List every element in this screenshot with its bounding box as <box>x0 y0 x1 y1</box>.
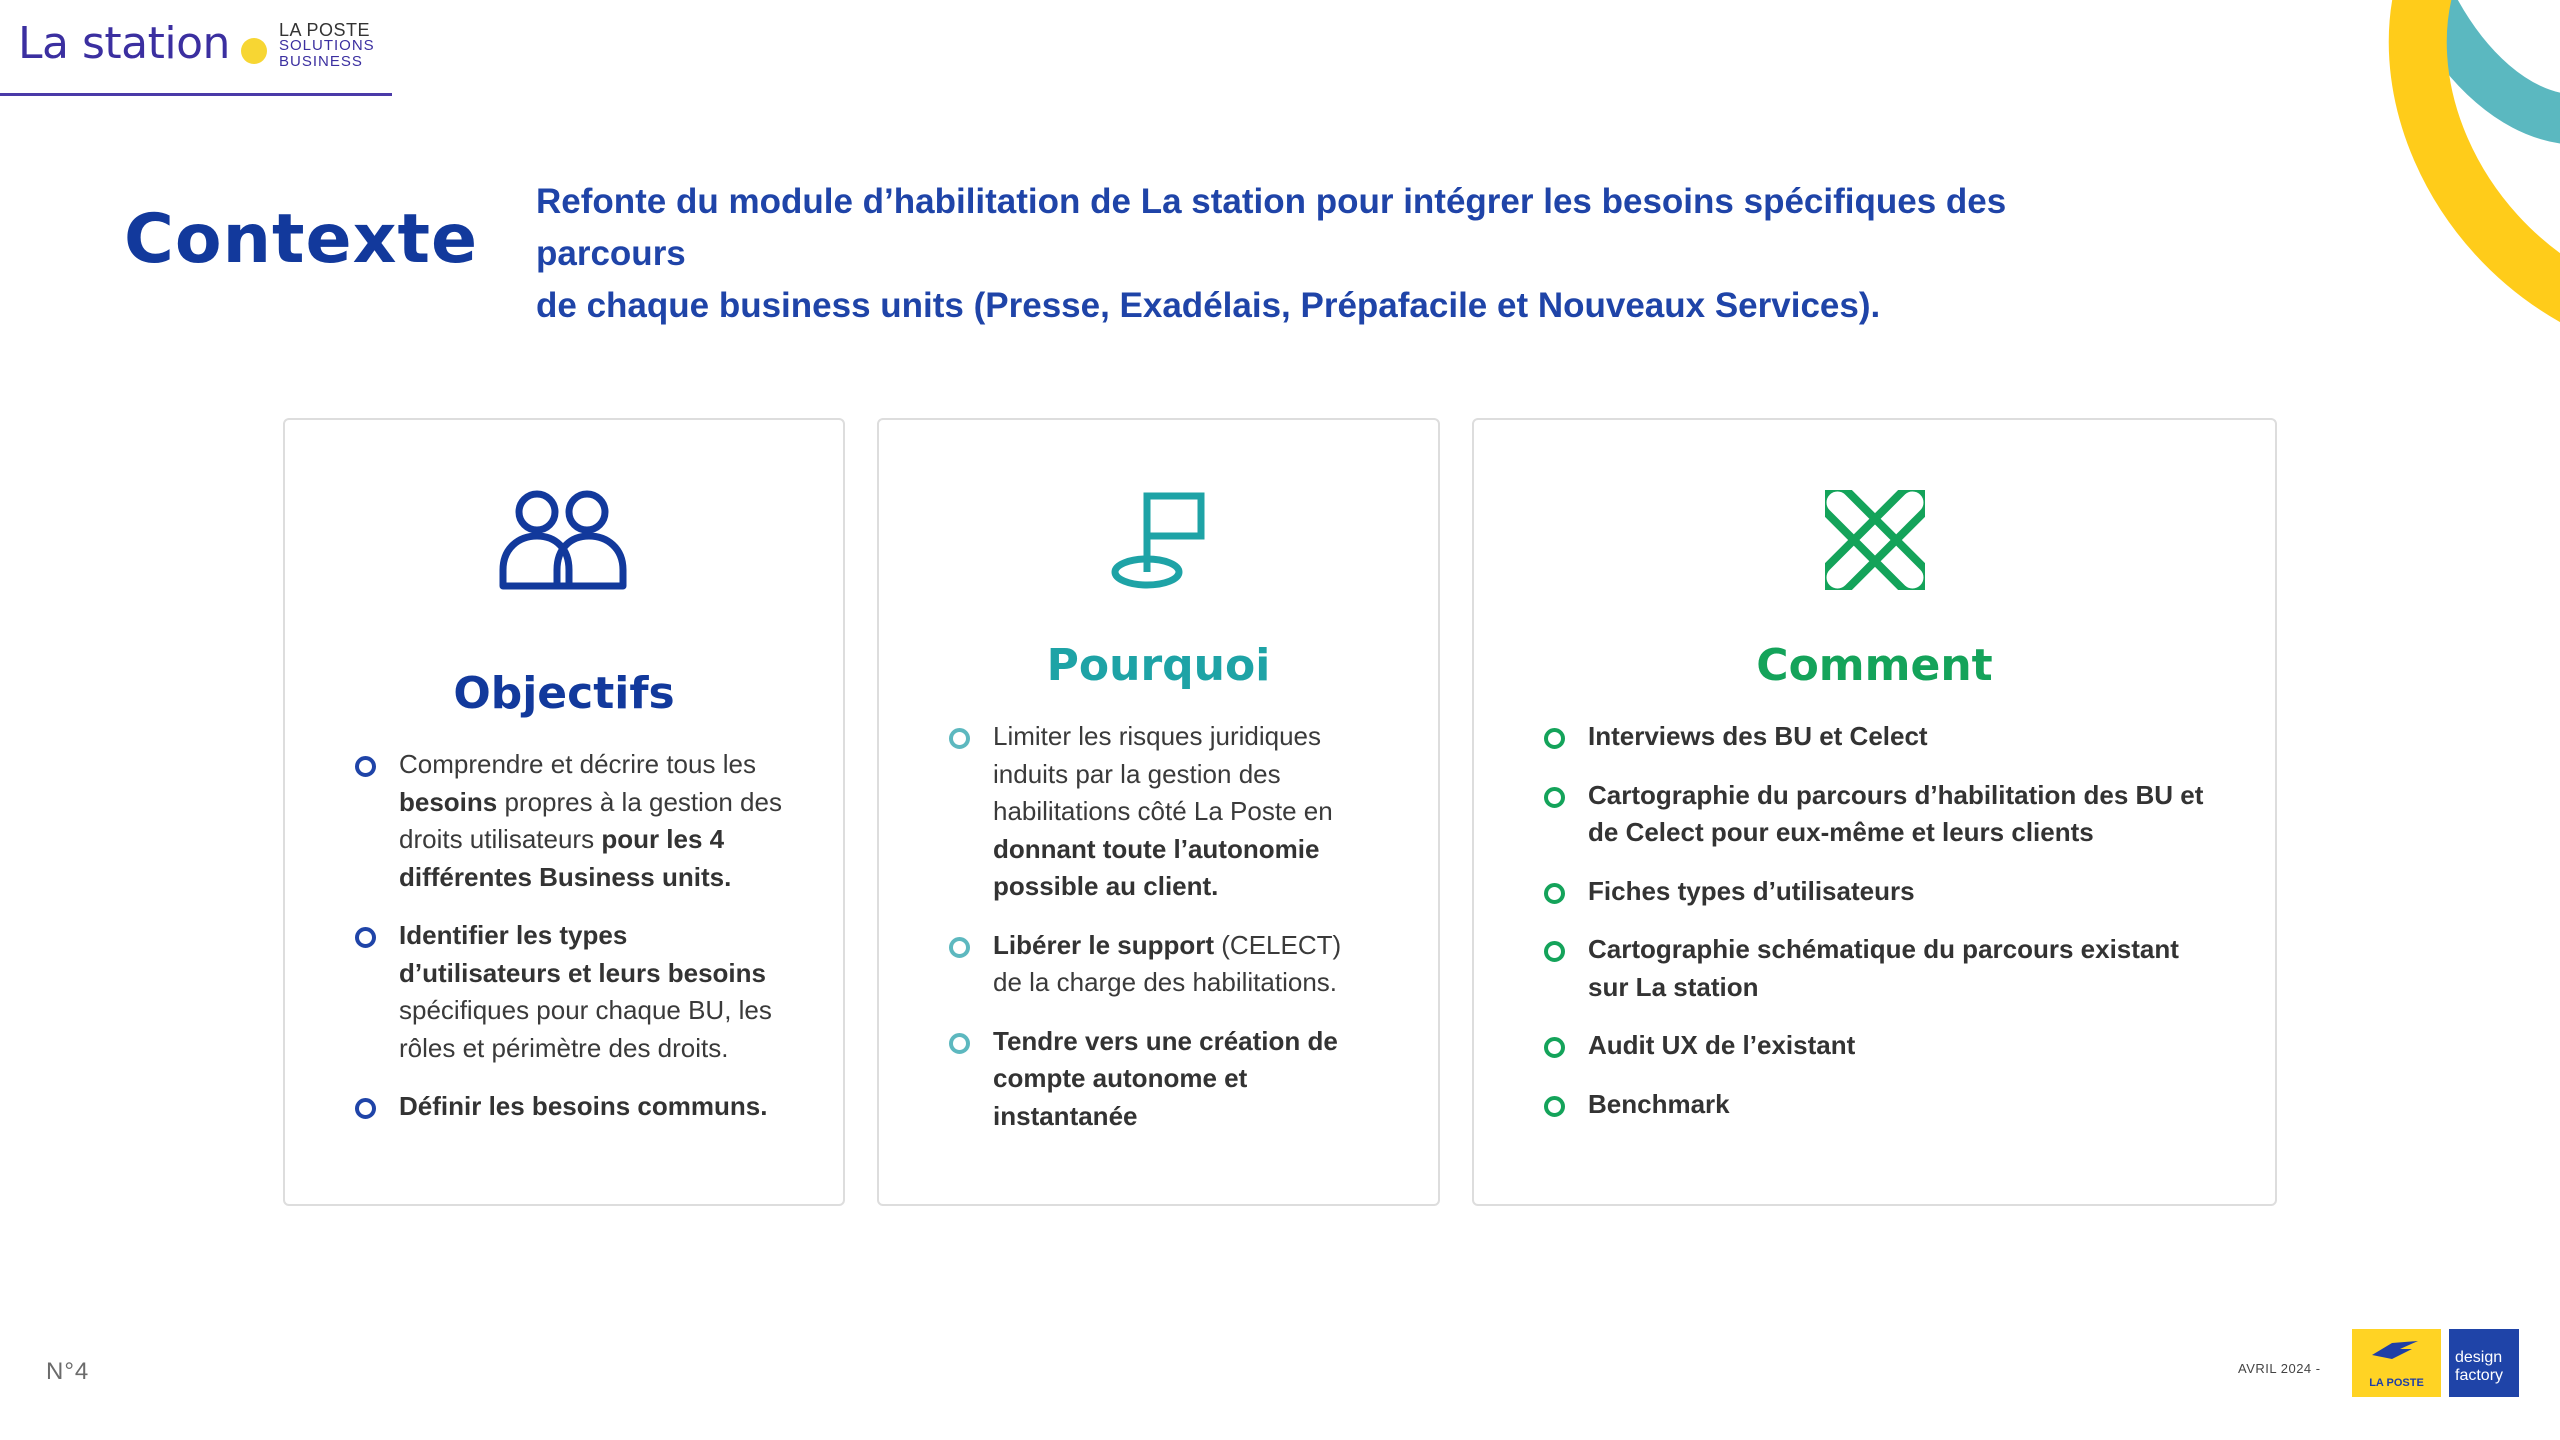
bullet-icon <box>355 756 376 777</box>
brand-subtitle <box>279 22 375 70</box>
item-text: (CELECT) de la charge des habilitations. <box>993 929 1342 997</box>
context-description <box>536 176 2096 332</box>
context-description-line2: de chaque business units (Presse, Exadélais, Prépafacile et Nouveaux Services). <box>536 286 1881 325</box>
list-item <box>1544 718 2224 756</box>
design-factory-logo <box>2449 1329 2519 1397</box>
bullet-icon <box>1544 787 1565 808</box>
list-item <box>949 927 1369 1002</box>
context-description-line1: Refonte du module d’habilitation de La station pour intégrer les besoins spécifiques des parcours <box>536 182 2007 273</box>
item-text: Cartographie du parcours d’habilitation des BU et de Celect pour eux-même et leurs clients <box>1588 779 2204 847</box>
page-number: N°4 <box>46 1358 90 1385</box>
item-text-bold: besoins <box>399 786 498 817</box>
bullet-icon <box>949 937 970 958</box>
item-text-bold: Identifier les types d’utilisateurs et leurs besoins <box>399 920 766 988</box>
brand-header <box>0 0 392 96</box>
design-factory-line1: design <box>2455 1349 2503 1366</box>
card-title-comment: Comment <box>1756 640 1993 691</box>
bullet-icon <box>1544 1037 1565 1058</box>
item-text-bold: Tendre vers une création de compte autonome et instantanée <box>993 1025 1338 1131</box>
decorative-swoosh <box>2220 0 2560 340</box>
bullet-icon <box>949 1033 970 1054</box>
comment-list <box>1544 718 2224 1144</box>
design-factory-logo-text <box>2455 1349 2503 1385</box>
item-text-bold: donnant toute l’autonomie possible au client. <box>993 833 1320 901</box>
bullet-icon <box>1544 883 1565 904</box>
item-text-bold: Définir les besoins communs. <box>399 1091 768 1121</box>
list-item <box>355 917 795 1067</box>
bullet-icon <box>1544 1096 1565 1117</box>
brand-dot <box>241 38 267 64</box>
design-factory-line2: factory <box>2455 1367 2504 1384</box>
laposte-logo <box>2352 1329 2441 1397</box>
card-title-pourquoi: Pourquoi <box>1046 640 1271 691</box>
list-item <box>1544 931 2224 1006</box>
list-item <box>355 1088 795 1126</box>
crossed-bandage-icon <box>1825 490 1925 590</box>
item-text: propres à la gestion des droits utilisateurs <box>399 786 782 854</box>
item-text: Fiches types d’utilisateurs <box>1588 875 1915 906</box>
bullet-icon <box>355 927 376 948</box>
card-pourquoi <box>877 418 1440 1206</box>
list-item <box>355 746 795 896</box>
page-title: Contexte <box>124 200 479 279</box>
item-text: Audit UX de l’existant <box>1588 1030 1856 1060</box>
bullet-icon <box>949 728 970 749</box>
flag-icon <box>1109 490 1209 590</box>
card-title-objectifs: Objectifs <box>453 668 675 719</box>
users-icon <box>499 490 629 590</box>
item-text: Cartographie schématique du parcours existant sur La station <box>1588 934 2179 1002</box>
item-text-bold: pour les 4 différentes Business units. <box>399 824 732 892</box>
brand-sub-line2: SOLUTIONS <box>279 37 375 54</box>
list-item <box>1544 777 2224 852</box>
item-text: Interviews des BU et Celect <box>1588 721 1928 751</box>
bullet-icon <box>1544 728 1565 749</box>
pourquoi-list <box>949 718 1369 1156</box>
item-text: Comprendre et décrire tous les <box>399 749 756 779</box>
brand-name: La station <box>18 18 230 69</box>
bullet-icon <box>355 1098 376 1119</box>
brand-sub-line3: BUSINESS <box>279 53 363 70</box>
item-text: spécifiques pour chaque BU, les rôles et périmètre des droits. <box>399 995 772 1063</box>
item-text: Benchmark <box>1588 1088 1730 1119</box>
list-item <box>949 1023 1369 1136</box>
laposte-logo-text: LA POSTE <box>2369 1377 2424 1389</box>
bullet-icon <box>1544 941 1565 962</box>
item-text: Limiter les risques juridiques induits par la gestion des habilitations côté La Poste en <box>993 721 1333 826</box>
list-item <box>949 718 1369 906</box>
card-objectifs <box>283 418 845 1206</box>
list-item <box>1544 1027 2224 1065</box>
card-comment <box>1472 418 2277 1206</box>
footer-date: AVRIL 2024 - <box>2238 1361 2321 1376</box>
item-text-bold: Libérer le support <box>993 929 1215 960</box>
laposte-bird-icon <box>2352 1329 2441 1369</box>
list-item <box>1544 1086 2224 1124</box>
objectifs-list <box>355 746 795 1147</box>
brand-sub-line1: LA POSTE <box>279 20 371 40</box>
list-item <box>1544 873 2224 911</box>
